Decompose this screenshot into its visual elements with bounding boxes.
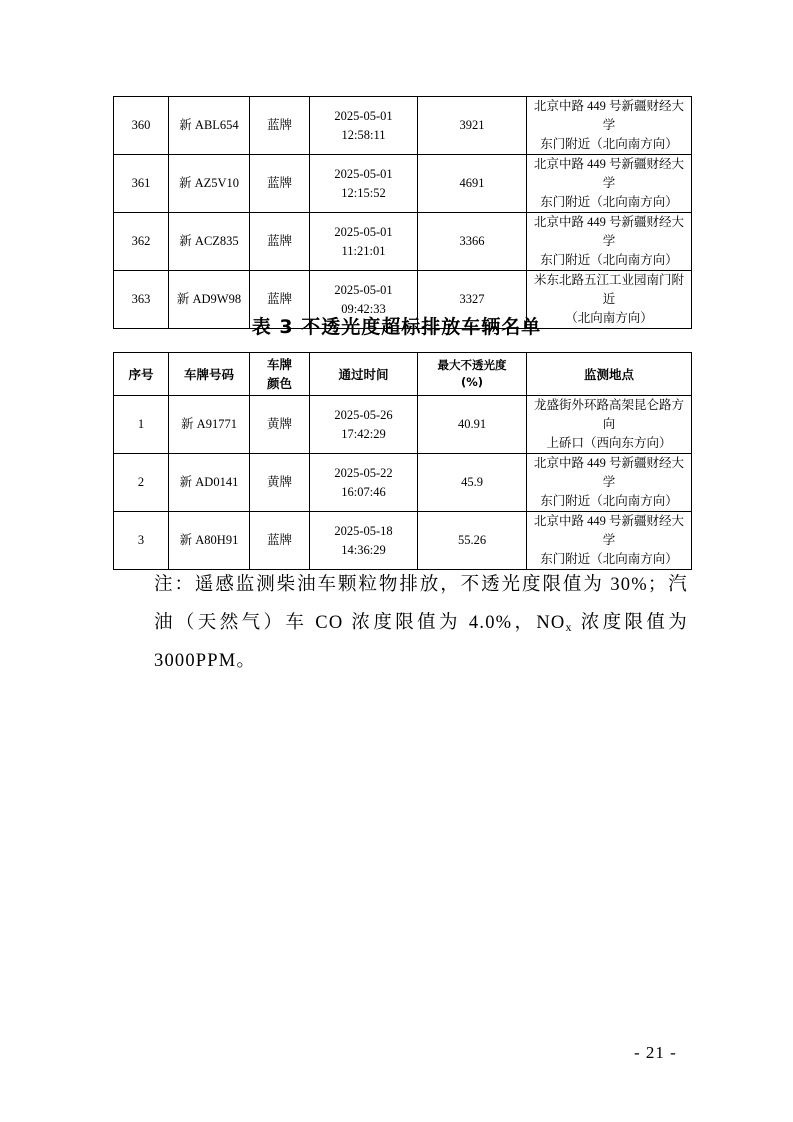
remote-sensing-table-continued (113, 96, 692, 329)
cell-plate-line: 新 A91771 (181, 417, 237, 431)
table-row (114, 396, 692, 454)
cell-value-line: 45.9 (461, 475, 483, 489)
cell-value-line: 4691 (459, 176, 485, 190)
cell-location-line: 上硚口（西向东方向） (546, 436, 672, 450)
cell-color (250, 97, 310, 155)
cell-location (527, 155, 692, 213)
cell-no-line: 363 (131, 292, 151, 306)
cell-no (114, 454, 169, 512)
cell-location-line: 龙盛街外环路高架昆仑路方向 (533, 398, 684, 431)
note-text-2: 浓度限值为 3000PPM。 (154, 613, 688, 671)
cell-no (114, 213, 169, 271)
cell-no (114, 512, 169, 570)
cell-location-line: 北京中路 449 号新疆财经大学 (533, 99, 684, 132)
cell-time (310, 396, 418, 454)
cell-plate (169, 97, 250, 155)
cell-no-line: 2 (137, 475, 145, 489)
cell-color (250, 213, 310, 271)
table-row (114, 213, 692, 271)
cell-location (527, 454, 692, 512)
cell-color-line: 黄牌 (266, 417, 292, 431)
cell-color (250, 155, 310, 213)
header-time: 通过时间 (310, 353, 418, 396)
page-number: - 21 - (634, 1043, 677, 1062)
cell-value-line: 40.91 (457, 417, 487, 431)
cell-location (527, 396, 692, 454)
cell-time-line: 2025-05-01 (334, 166, 393, 181)
cell-plate-line: 新 AD9W98 (176, 292, 242, 306)
cell-time-line: 2025-05-01 (334, 224, 393, 239)
cell-color-line: 蓝牌 (266, 176, 292, 190)
cell-plate-line: 新 AD0141 (179, 475, 239, 489)
note-text-1: 注：遥感监测柴油车颗粒物排放，不透光度限值为 30%；汽油（天然气）车 CO 浓度限值为 4.0%，NO (154, 575, 688, 633)
cell-value (418, 97, 527, 155)
cell-color-line: 黄牌 (266, 475, 292, 489)
cell-time (310, 213, 418, 271)
header-color-line2: 颜色 (266, 376, 292, 391)
header-location: 监测地点 (527, 353, 692, 396)
cell-time-line: 2025-05-01 (334, 282, 393, 297)
cell-location-line: 米东北路五江工业园南门附近 (533, 273, 684, 306)
cell-location-line: 北京中路 449 号新疆财经大学 (533, 215, 684, 248)
header-value (418, 353, 527, 396)
cell-color (250, 454, 310, 512)
cell-color-line: 蓝牌 (266, 234, 292, 248)
cell-time-line: 11:21:01 (341, 243, 386, 258)
cell-location-line: 东门附近（北向南方向） (540, 552, 678, 566)
table-3-title: 表 3 不透光度超标排放车辆名单 (251, 316, 542, 338)
table-row (114, 454, 692, 512)
cell-location-line: 东门附近（北向南方向） (540, 195, 678, 209)
cell-color (250, 396, 310, 454)
cell-location (527, 512, 692, 570)
note-subscript: x (565, 620, 573, 634)
cell-time-line: 2025-05-18 (334, 523, 393, 538)
cell-plate (169, 213, 250, 271)
cell-plate (169, 155, 250, 213)
note-paragraph (116, 566, 688, 680)
cell-time-line: 12:58:11 (341, 127, 386, 142)
cell-plate (169, 396, 250, 454)
cell-value (418, 454, 527, 512)
header-plate: 车牌号码 (169, 353, 250, 396)
cell-no-line: 361 (131, 176, 151, 190)
cell-time-line: 17:42:29 (341, 426, 386, 441)
table-row (114, 155, 692, 213)
cell-plate-line: 新 ABL654 (179, 118, 239, 132)
cell-value (418, 155, 527, 213)
cell-time-line: 16:07:46 (341, 484, 386, 499)
cell-location-line: 东门附近（北向南方向） (540, 137, 678, 151)
cell-plate-line: 新 ACZ835 (179, 234, 239, 248)
cell-value (418, 396, 527, 454)
cell-value-line: 3327 (459, 292, 485, 306)
cell-no-line: 3 (137, 533, 145, 547)
cell-time-line: 2025-05-26 (334, 407, 393, 422)
cell-time-line: 09:42:33 (341, 301, 386, 316)
cell-color-line: 蓝牌 (266, 533, 292, 547)
cell-time (310, 454, 418, 512)
cell-plate-line: 新 AZ5V10 (178, 176, 240, 190)
cell-time-line: 14:36:29 (341, 542, 386, 557)
cell-value-line: 3366 (459, 234, 485, 248)
header-value-line1: 最大不透光度 (437, 358, 507, 372)
cell-plate-line: 新 A80H91 (179, 533, 239, 547)
header-color-line1: 车牌 (266, 357, 292, 372)
table-row (114, 97, 692, 155)
cell-value (418, 512, 527, 570)
header-no: 序号 (114, 353, 169, 396)
table-header-row (114, 353, 692, 396)
cell-location (527, 97, 692, 155)
cell-time-line: 12:15:52 (341, 185, 386, 200)
cell-no-line: 360 (131, 118, 151, 132)
cell-time (310, 155, 418, 213)
cell-no (114, 97, 169, 155)
cell-color-line: 蓝牌 (266, 118, 292, 132)
cell-no-line: 1 (137, 417, 145, 431)
cell-no (114, 396, 169, 454)
cell-no-line: 362 (131, 234, 151, 248)
cell-color-line: 蓝牌 (266, 292, 292, 306)
cell-location-line: 东门附近（北向南方向） (540, 494, 678, 508)
cell-location (527, 213, 692, 271)
table-3-body (114, 396, 692, 570)
header-value-line2: (%) (460, 375, 484, 389)
cell-time-line: 2025-05-22 (334, 465, 393, 480)
cell-color (250, 512, 310, 570)
cell-plate (169, 512, 250, 570)
cell-time-line: 2025-05-01 (334, 108, 393, 123)
cell-location-line: 北京中路 449 号新疆财经大学 (533, 456, 684, 489)
top-table-body (114, 97, 692, 329)
cell-location-line: （北向南方向） (565, 311, 653, 325)
cell-location-line: 东门附近（北向南方向） (540, 253, 678, 267)
cell-location-line: 北京中路 449 号新疆财经大学 (533, 514, 684, 547)
cell-location-line: 北京中路 449 号新疆财经大学 (533, 157, 684, 190)
cell-no (114, 155, 169, 213)
header-color (250, 353, 310, 396)
cell-plate (169, 454, 250, 512)
cell-value-line: 3921 (459, 118, 485, 132)
cell-time (310, 512, 418, 570)
cell-value-line: 55.26 (457, 533, 487, 547)
table-row (114, 512, 692, 570)
opacity-exceed-table (113, 352, 692, 570)
cell-time (310, 97, 418, 155)
cell-value (418, 213, 527, 271)
